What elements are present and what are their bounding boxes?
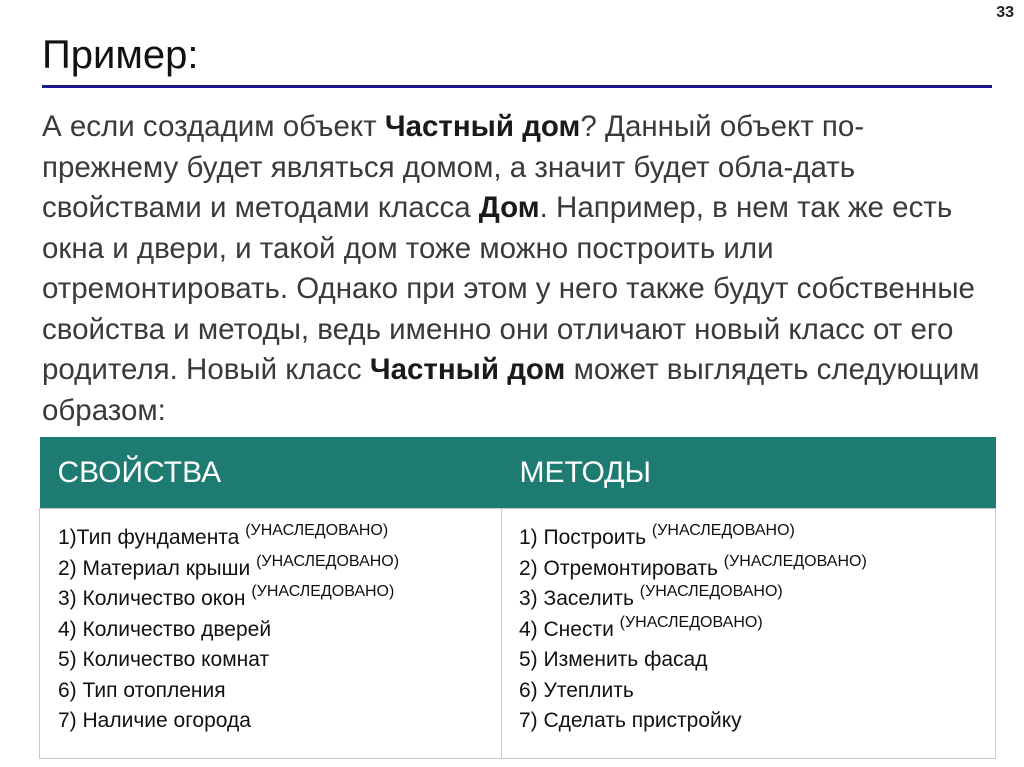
title-underline (42, 85, 992, 88)
property-item-text: 1)Тип фундамента (58, 526, 240, 549)
properties-methods-table (39, 437, 996, 759)
inherited-note: (УНАСЛЕДОВАНО) (256, 552, 400, 570)
inherited-note: (УНАСЛЕДОВАНО) (619, 613, 763, 631)
slide-number: 33 (996, 4, 1014, 21)
method-item (519, 706, 995, 737)
method-item (519, 523, 995, 554)
body-paragraph (42, 107, 997, 431)
property-item-text: 5) Количество комнат (58, 648, 270, 671)
method-item-text: 7) Сделать пристройку (519, 709, 742, 732)
method-item (519, 676, 995, 707)
property-item-text: 3) Количество окон (58, 587, 246, 610)
methods-list (502, 509, 996, 759)
method-item (519, 554, 995, 585)
method-item (519, 584, 995, 615)
inherited-note: (УНАСЛЕДОВАНО) (651, 522, 795, 539)
property-item (58, 554, 501, 585)
bold-term: Дом (478, 191, 540, 224)
property-item-text: 6) Тип отопления (58, 678, 226, 702)
property-item-text: 2) Материал крыши (58, 556, 251, 580)
method-item (519, 615, 995, 646)
paragraph-text: . Например, в нем так же есть окна и двери, и такой дом тоже можно построить или отремонтировать. Однако при этом у него также будут собственные свойства и методы, ведь именно они отличают новый класс от его родителя. Новый класс (42, 191, 975, 386)
property-item (58, 615, 501, 646)
paragraph-text: может выглядеть следующим образом: (42, 353, 980, 427)
methods-header: МЕТОДЫ (502, 437, 996, 509)
method-item-text: 5) Изменить фасад (519, 648, 708, 671)
property-item (58, 523, 501, 554)
table-body-row (40, 509, 996, 759)
inherited-note: (УНАСЛЕДОВАНО) (723, 552, 867, 570)
paragraph-text: ? Данный объект по-прежнему будет являться домом, а значит будет обла-дать свойствами и методами класса (42, 110, 865, 224)
method-item-text: 6) Утеплить (519, 678, 634, 702)
slide-title: Пример: (42, 33, 199, 77)
inherited-note: (УНАСЛЕДОВАНО) (245, 522, 389, 539)
method-item-text: 2) Отремонтировать (519, 556, 718, 580)
property-item (58, 676, 501, 707)
bold-term: Частный дом (369, 353, 566, 386)
inherited-note: (УНАСЛЕДОВАНО) (251, 583, 395, 600)
property-item-text: 4) Количество дверей (58, 617, 272, 641)
method-item (519, 645, 995, 676)
paragraph-text: А если создадим объект (42, 110, 385, 143)
property-item-text: 7) Наличие огорода (58, 709, 251, 732)
property-item (58, 584, 501, 615)
method-item-text: 4) Снести (519, 617, 614, 641)
method-item-text: 3) Заселить (519, 587, 634, 610)
property-item (58, 706, 501, 737)
table-header-row (40, 437, 996, 509)
bold-term: Частный дом (384, 110, 581, 143)
method-item-text: 1) Построить (519, 526, 647, 549)
properties-header: СВОЙСТВА (40, 437, 502, 509)
property-item (58, 645, 501, 676)
inherited-note: (УНАСЛЕДОВАНО) (639, 583, 783, 600)
properties-list (40, 509, 502, 759)
